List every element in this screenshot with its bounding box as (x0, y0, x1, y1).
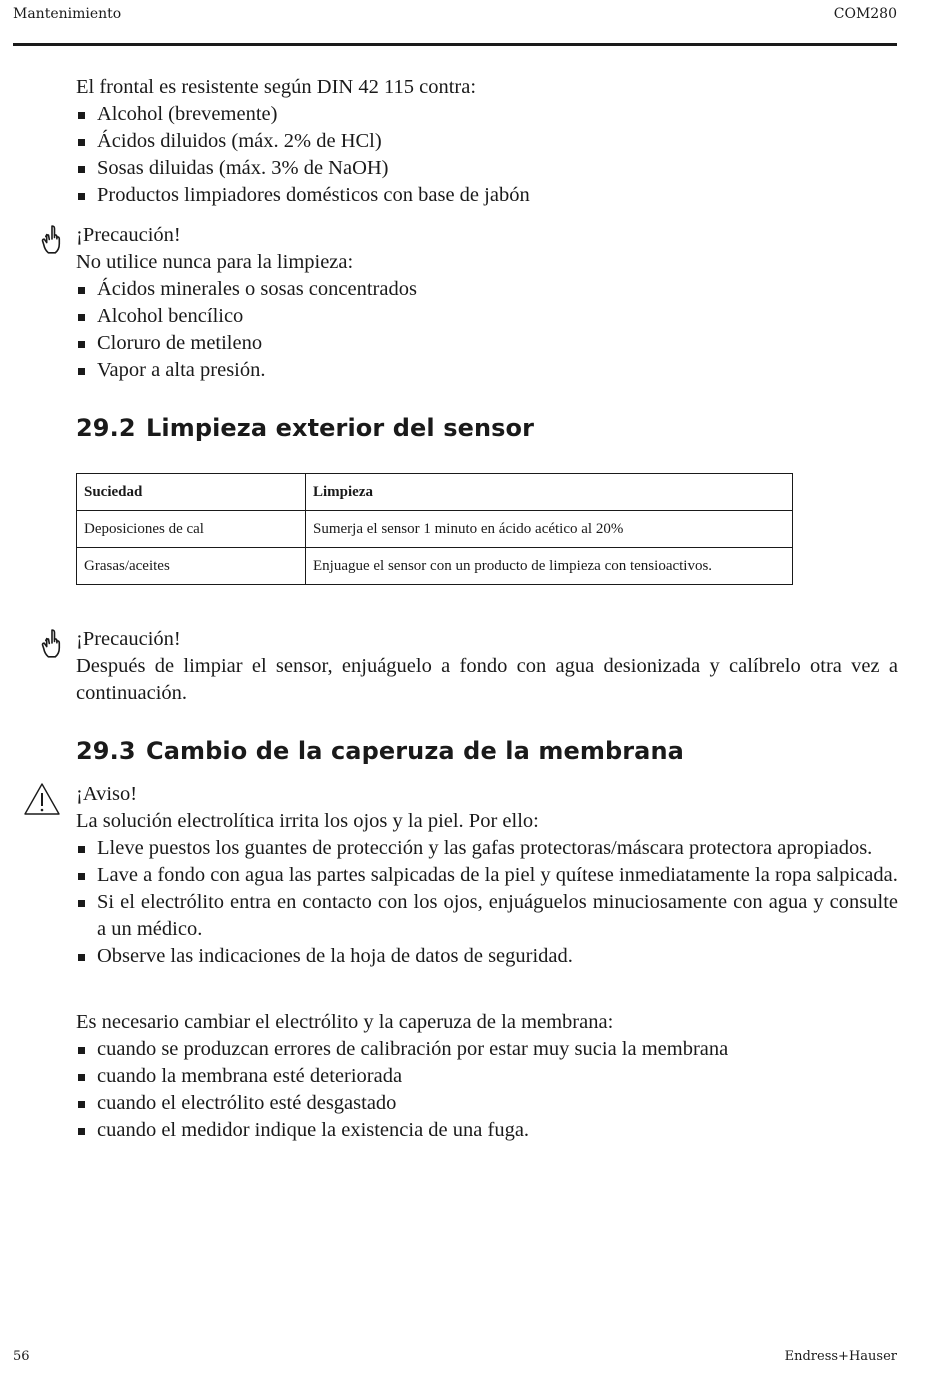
pointing-hand-icon (40, 628, 64, 660)
list-item: cuando la membrana esté deteriorada (76, 1063, 898, 1090)
table-cell: Enjuague el sensor con un producto de limpieza con tensioactivos. (306, 548, 793, 585)
change-lead: Es necesario cambiar el electrólito y la caperuza de la membrana: (76, 1011, 614, 1033)
list-item: Ácidos diluidos (máx. 2% de HCl) (76, 128, 898, 155)
list-item: Si el electrólito entra en contacto con los ojos, enjuáguelos minuciosamente con agua y consulte a un médico. (76, 889, 898, 943)
list-item: Sosas diluidas (máx. 3% de NaOH) (76, 155, 898, 182)
column-header: Limpieza (306, 474, 793, 511)
list-item: Vapor a alta presión. (76, 357, 898, 384)
table-row (77, 548, 793, 585)
pointing-hand-icon (40, 224, 64, 256)
list-item: cuando el electrólito esté desgastado (76, 1090, 898, 1117)
section-number: 29.2 (76, 414, 136, 442)
list-item: Lleve puestos los guantes de protección y las gafas protectoras/máscara protectora apropiados. (76, 835, 898, 862)
list-item: Ácidos minerales o sosas concentrados (76, 276, 898, 303)
list-item: Observe las indicaciones de la hoja de datos de seguridad. (76, 943, 898, 970)
table-cell: Grasas/aceites (77, 548, 306, 585)
caution-block-1 (76, 222, 898, 384)
header-model: COM280 (833, 6, 897, 22)
column-header: Suciedad (77, 474, 306, 511)
warning-list (76, 835, 898, 970)
header-rule (13, 43, 897, 46)
warning-title: ¡Aviso! (76, 783, 138, 805)
caution-text: Después de limpiar el sensor, enjuáguelo a fondo con agua desionizada y calíbrelo otra vez a continuación. (76, 655, 898, 704)
cleaning-table (76, 473, 793, 585)
caution-title: ¡Precaución! (76, 224, 181, 246)
list-item: Lave a fondo con agua las partes salpicadas de la piel y quítese inmediatamente la ropa salpicada. (76, 862, 898, 889)
list-item: Cloruro de metileno (76, 330, 898, 357)
intro-list (76, 101, 898, 209)
list-item: Productos limpiadores domésticos con base de jabón (76, 182, 898, 209)
brand-name: Endress+Hauser (784, 1349, 897, 1364)
section-title: Cambio de la caperuza de la membrana (146, 737, 684, 765)
table-row (77, 511, 793, 548)
warning-block (76, 781, 898, 970)
section-number: 29.3 (76, 737, 136, 765)
list-item: Alcohol (brevemente) (76, 101, 898, 128)
warning-lead: La solución electrolítica irrita los ojos y la piel. Por ello: (76, 810, 539, 832)
header-section: Mantenimiento (13, 6, 122, 22)
table-header-row (77, 474, 793, 511)
caution-title: ¡Precaución! (76, 628, 181, 650)
list-item: cuando se produzcan errores de calibración por estar muy sucia la membrana (76, 1036, 898, 1063)
change-list (76, 1036, 898, 1144)
table-cell: Sumerja el sensor 1 minuto en ácido acético al 20% (306, 511, 793, 548)
page-header (13, 6, 897, 30)
list-item: cuando el medidor indique la existencia de una fuga. (76, 1117, 898, 1144)
intro-lead: El frontal es resistente según DIN 42 115 contra: (76, 76, 477, 98)
change-block (76, 1009, 898, 1144)
section-heading-29-2 (76, 413, 534, 443)
list-item: Alcohol bencílico (76, 303, 898, 330)
intro-block (76, 74, 898, 209)
caution-block-2 (76, 626, 898, 707)
warning-triangle-icon (23, 782, 61, 816)
section-heading-29-3 (76, 736, 684, 766)
table-cell: Deposiciones de cal (77, 511, 306, 548)
page-number: 56 (13, 1349, 30, 1364)
caution-lead: No utilice nunca para la limpieza: (76, 251, 354, 273)
caution-list (76, 276, 898, 384)
section-title: Limpieza exterior del sensor (146, 414, 535, 442)
page-footer (13, 1349, 897, 1369)
